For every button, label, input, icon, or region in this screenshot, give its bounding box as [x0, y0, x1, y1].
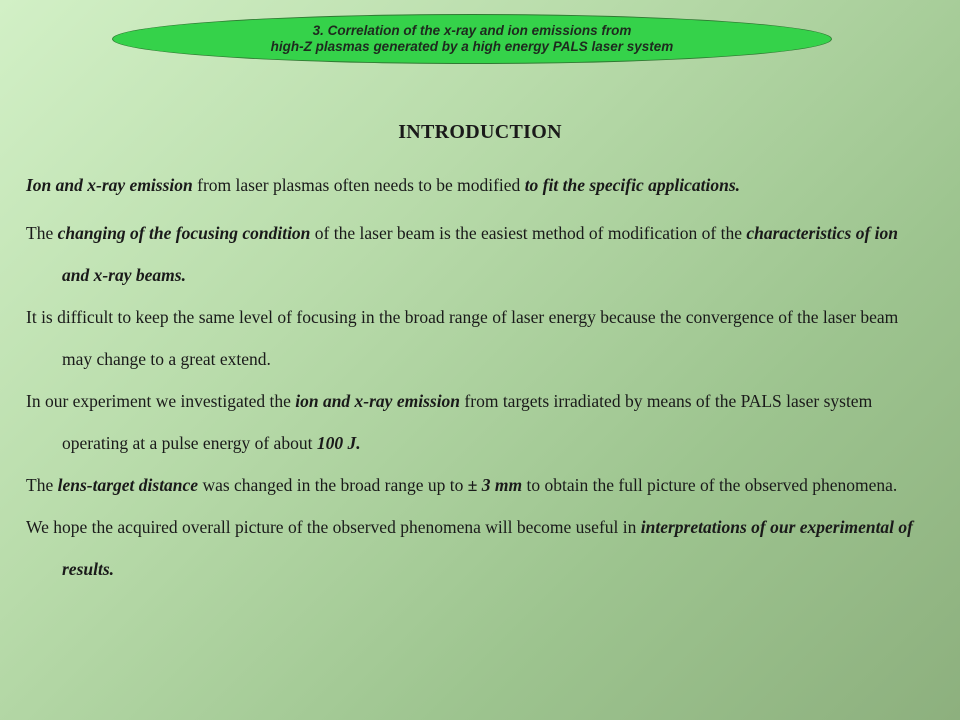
text-segment: characteristics of ion and x-ray beams. — [62, 223, 899, 285]
text-segment: The — [26, 223, 58, 243]
paragraph — [26, 380, 926, 464]
text-segment: lens-target distance — [57, 475, 199, 495]
text-segment: changing of the focusing condition — [57, 223, 311, 243]
text-segment: was changed in the broad range up to — [198, 475, 468, 495]
text-segment: to obtain the full picture of the observed phenomena. — [522, 475, 898, 495]
paragraph — [26, 464, 926, 506]
text-segment: to fit the specific applications. — [524, 175, 741, 195]
paragraph — [26, 296, 926, 380]
section-banner — [112, 14, 832, 64]
text-segment: ion and x-ray emission — [295, 391, 461, 411]
text-segment: In our experiment we investigated the — [26, 391, 296, 411]
text-segment: It is difficult to keep the same level of focusing in the broad range of laser energy because the convergence of the laser beam may change to a great extend. — [26, 307, 899, 369]
text-segment: interpretations of our experimental of results. — [62, 517, 913, 579]
text-segment: of the laser beam is the easiest method of modification of the — [310, 223, 747, 243]
banner-line-1: 3. Correlation of the x-ray and ion emissions from — [312, 23, 632, 38]
body-text — [26, 170, 926, 590]
text-segment: 100 J. — [316, 433, 361, 453]
page-title: INTRODUCTION — [398, 121, 562, 143]
text-segment: We hope the acquired overall picture of the observed phenomena will become useful in — [26, 517, 641, 537]
banner-line-2: high-Z plasmas generated by a high energy PALS laser system — [270, 39, 674, 54]
paragraph — [26, 212, 926, 296]
paragraph — [26, 170, 926, 200]
text-segment: The — [26, 475, 58, 495]
paragraph — [26, 506, 926, 590]
text-segment: from laser plasmas often needs to be modified — [192, 175, 525, 195]
text-segment: ± 3 mm — [467, 475, 523, 495]
text-segment: Ion and x-ray emission — [26, 175, 193, 195]
text-segment: from targets irradiated by means of the PALS laser system operating at a pulse energy of about — [62, 391, 873, 453]
